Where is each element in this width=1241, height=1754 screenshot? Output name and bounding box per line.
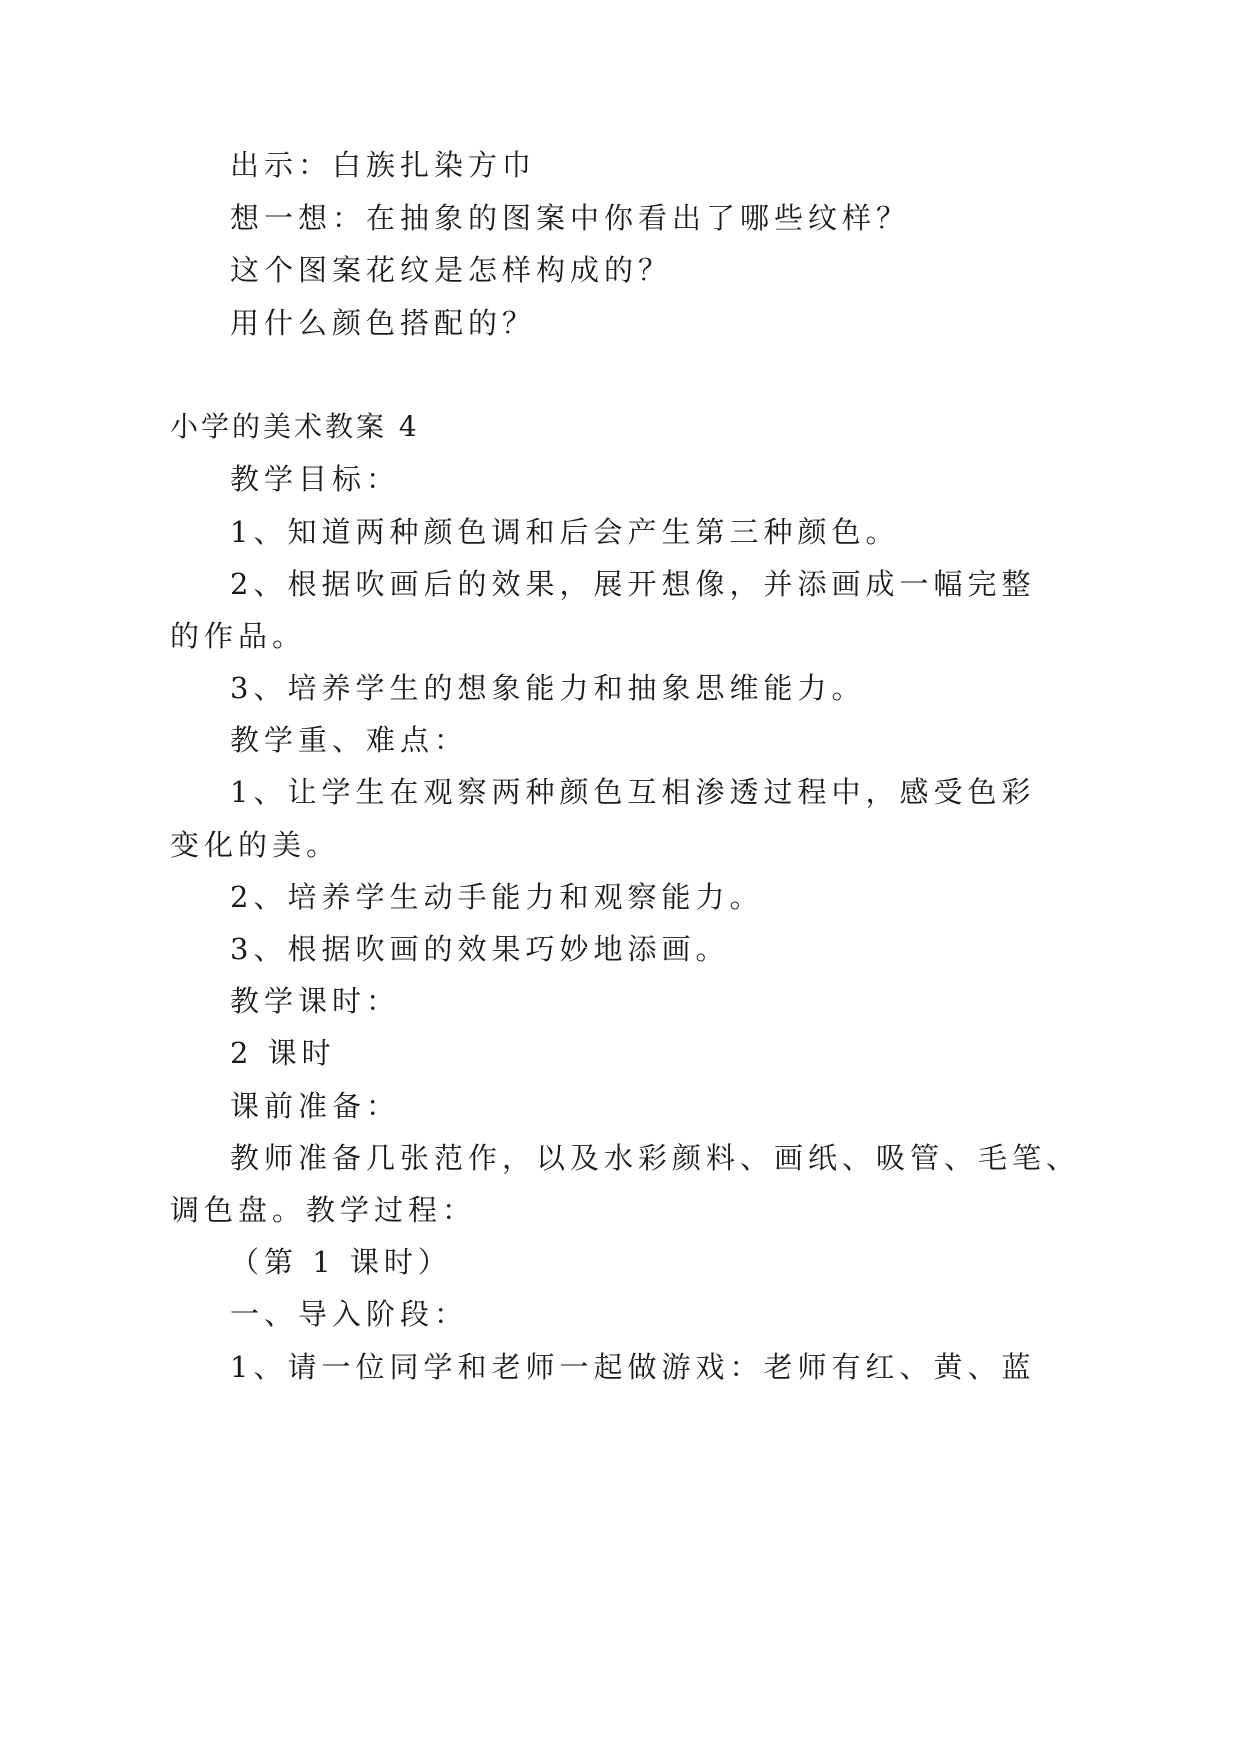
text-line: 用什么颜色搭配的？ <box>230 306 537 340</box>
text-line: 教师准备几张范作，以及水彩颜料、画纸、吸管、毛笔、 <box>230 1141 1081 1175</box>
text-line: 变化的美。 <box>170 828 341 862</box>
text-line: 出示：白族扎染方巾 <box>230 148 537 182</box>
heading-stage: 一、导入阶段： <box>230 1297 469 1331</box>
text-line: 3、培养学生的想象能力和抽象思维能力。 <box>230 671 866 705</box>
text-line: 3、根据吹画的效果巧妙地添画。 <box>230 932 730 966</box>
heading-key-points: 教学重、难点： <box>230 723 469 757</box>
section-title: 小学的美术教案 4 <box>170 410 420 443</box>
text-line: 1、知道两种颜色调和后会产生第三种颜色。 <box>230 515 900 549</box>
text-line: 想一想：在抽象的图案中你看出了哪些纹样？ <box>230 201 911 235</box>
text-line: 调色盘。教学过程： <box>170 1193 477 1227</box>
text-line: 这个图案花纹是怎样构成的？ <box>230 253 673 287</box>
text-line: （第 1 课时） <box>230 1245 452 1279</box>
text-line: 2、根据吹画后的效果，展开想像，并添画成一幅完整 <box>230 567 1036 601</box>
text-line: 1、让学生在观察两种颜色互相渗透过程中，感受色彩 <box>230 775 1036 809</box>
text-line: 2、培养学生动手能力和观察能力。 <box>230 880 764 914</box>
text-line: 2 课时 <box>230 1036 336 1070</box>
heading-objectives: 教学目标： <box>230 462 401 496</box>
heading-preparation: 课前准备： <box>230 1089 401 1123</box>
text-line: 1、请一位同学和老师一起做游戏：老师有红、黄、蓝 <box>230 1350 1036 1384</box>
heading-hours: 教学课时： <box>230 984 401 1018</box>
text-line: 的作品。 <box>170 619 307 653</box>
